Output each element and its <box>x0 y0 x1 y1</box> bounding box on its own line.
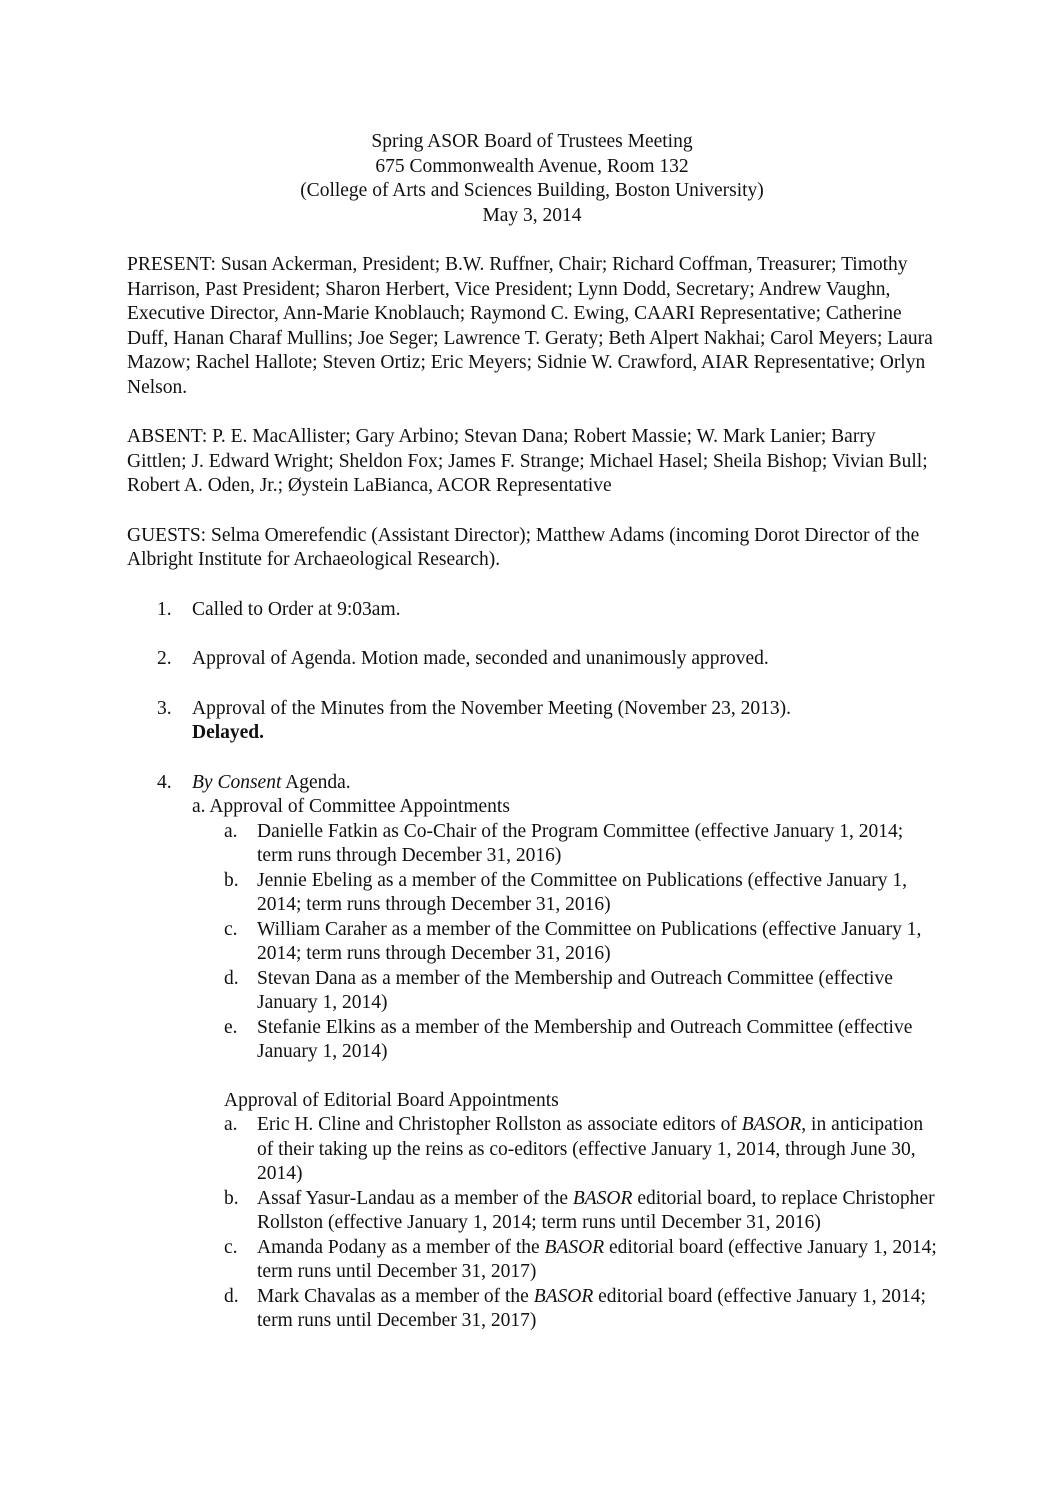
list-item <box>192 1187 937 1236</box>
agenda-item <box>127 598 937 623</box>
agenda-item-number: 4. <box>157 771 172 793</box>
list-item-text: Eric H. Cline and Christopher Rollston as associate editors of <box>257 1114 742 1135</box>
list-item-text: Mark Chavalas as a member of the <box>257 1285 534 1307</box>
journal-title: BASOR <box>572 1187 633 1209</box>
meeting-address: 675 Commonwealth Avenue, Room 132 <box>375 155 689 177</box>
agenda-item-text: Approval of Agenda. Motion made, seconded and unanimously approved. <box>192 648 769 669</box>
list-item <box>192 967 937 1016</box>
list-item-letter: c. <box>224 1236 238 1258</box>
editorial-heading: Approval of Editorial Board Appointments <box>224 1089 559 1111</box>
journal-title: BASOR <box>533 1285 594 1307</box>
meeting-title: Spring ASOR Board of Trustees Meeting <box>371 131 693 152</box>
list-item-text: Assaf Yasur-Landau as a member of the <box>257 1187 573 1209</box>
agenda-item-status: Delayed. <box>192 722 265 743</box>
list-item-letter: d. <box>224 1285 239 1307</box>
list-item-letter: a. <box>224 820 238 842</box>
list-item-text: Danielle Fatkin as Co-Chair of the Program Committee (effective January 1, 2014; term runs through December 31, 2016) <box>257 820 904 866</box>
guests-paragraph: GUESTS: Selma Omerefendic (Assistant Director); Matthew Adams (incoming Dorot Director of the Albright Institute for Archaeological Research). <box>127 524 920 570</box>
list-item-letter: d. <box>224 967 239 989</box>
list-item-text: William Caraher as a member of the Committee on Publications (effective January 1, 2014; term runs through December 31, 2016) <box>257 918 922 964</box>
agenda-item-number: 3. <box>157 697 172 719</box>
document-page <box>127 130 937 1334</box>
agenda-item-number: 1. <box>157 598 172 620</box>
agenda-item-number: 2. <box>157 648 172 669</box>
list-item-letter: a. <box>224 1114 238 1135</box>
agenda-item-text: Agenda. <box>281 771 351 793</box>
committee-heading: a. Approval of Committee Appointments <box>192 796 510 817</box>
list-item-text: editorial board, to replace Christopher Rollston (effective January 1, 2014; term runs until December 31, 2016) <box>257 1187 935 1233</box>
journal-title: BASOR <box>544 1236 605 1258</box>
list-item-text: Jennie Ebeling as a member of the Committee on Publications (effective January 1, 2014; term runs through December 31, 2016) <box>257 869 907 915</box>
agenda-item-text: Called to Order at 9:03am. <box>192 598 401 620</box>
list-item-text: , in anticipation of their taking up the reins as co-editors (effective January 1, 2014, through June 30, 2014) <box>257 1114 924 1184</box>
list-item-letter: b. <box>224 1187 239 1209</box>
agenda-list <box>127 598 937 1334</box>
list-item <box>192 1016 937 1065</box>
agenda-item-italic: By Consent <box>192 771 282 793</box>
list-item <box>192 918 937 967</box>
journal-title: BASOR <box>741 1114 802 1135</box>
present-paragraph: PRESENT: Susan Ackerman, President; B.W. Ruffner, Chair; Richard Coffman, Treasurer; Timothy Harrison, Past President; Sharon Herbert, Vice President; Lynn Dodd, Secretary; Andrew Vaughn, Executive Director, Ann-Marie Knoblauch; Raymond C. Ewing, CAARI Representative; Catherine Duff, Hanan Charaf Mullins; Joe Seger; Lawrence T. Geraty; Beth Alpert Nakhai; Carol Meyers; Laura Mazow; Rachel Hallote; Steven Ortiz; Eric Meyers; Sidnie W. Crawford, AIAR Representative; Orlyn Nelson. <box>127 254 933 398</box>
document-header <box>127 130 937 228</box>
list-item <box>192 1236 937 1285</box>
agenda-item <box>127 771 937 1334</box>
editorial-list <box>192 1113 937 1334</box>
agenda-item <box>127 647 937 672</box>
agenda-item <box>127 697 937 746</box>
agenda-item-text: Approval of the Minutes from the November Meeting (November 23, 2013). <box>192 697 791 719</box>
list-item-text: editorial board (effective January 1, 2014; term runs until December 31, 2017) <box>257 1236 937 1282</box>
list-item-text: Stefanie Elkins as a member of the Membership and Outreach Committee (effective January 1, 2014) <box>257 1016 913 1062</box>
list-item-text: editorial board (effective January 1, 2014; term runs until December 31, 2017) <box>257 1285 926 1331</box>
meeting-date: May 3, 2014 <box>482 204 582 226</box>
list-item-letter: b. <box>224 869 239 891</box>
absent-paragraph: ABSENT: P. E. MacAllister; Gary Arbino; Stevan Dana; Robert Massie; W. Mark Lanier; Barry Gittlen; J. Edward Wright; Sheldon Fox; James F. Strange; Michael Hasel; Sheila Bishop; Vivian Bull; Robert A. Oden, Jr.; Øystein LaBianca, ACOR Representative <box>127 426 928 496</box>
list-item <box>192 820 937 869</box>
committee-list <box>192 820 937 1065</box>
meeting-building: (College of Arts and Sciences Building, Boston University) <box>300 180 764 201</box>
list-item <box>192 869 937 918</box>
list-item <box>192 1113 937 1187</box>
list-item-text: Amanda Podany as a member of the <box>257 1236 545 1258</box>
list-item-letter: c. <box>224 918 238 940</box>
list-item-text: Stevan Dana as a member of the Membership and Outreach Committee (effective January 1, 2014) <box>257 967 893 1013</box>
list-item <box>192 1285 937 1334</box>
list-item-letter: e. <box>224 1016 238 1038</box>
